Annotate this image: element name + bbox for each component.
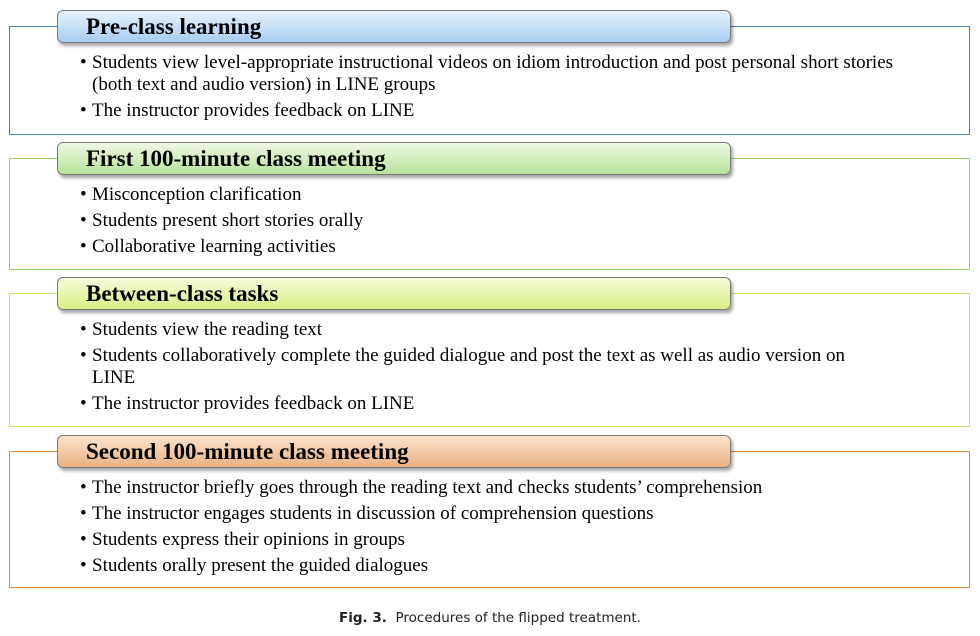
list-item: • The instructor provides feedback on LINE xyxy=(80,393,940,415)
list-item: • Students express their opinions in groups xyxy=(80,529,940,551)
pre-class-header: Pre-class learning xyxy=(57,10,731,43)
list-item: • The instructor engages students in discussion of comprehension questions xyxy=(80,503,940,525)
list-item: • Students view the reading text xyxy=(80,319,940,341)
list-item: • Collaborative learning activities xyxy=(80,236,940,258)
caption-label: Fig. 3. xyxy=(339,610,387,626)
first-meeting-bullets xyxy=(80,184,940,262)
pre-class-bullets xyxy=(80,52,940,126)
list-item: • Students orally present the guided dialogues xyxy=(80,555,940,577)
second-meeting-header: Second 100-minute class meeting xyxy=(57,435,731,468)
list-item: • The instructor briefly goes through the reading text and checks students’ comprehension xyxy=(80,477,940,499)
list-item: • Students present short stories orally xyxy=(80,210,940,232)
list-item: • Students view level-appropriate instructional videos on idiom introduction and post personal short stories (both text and audio version) in LINE groups xyxy=(80,52,940,95)
list-item: • The instructor provides feedback on LINE xyxy=(80,100,940,122)
between-class-bullets xyxy=(80,319,940,419)
second-meeting-bullets xyxy=(80,477,940,581)
caption-text: Procedures of the flipped treatment. xyxy=(395,610,641,626)
figure-caption xyxy=(0,610,980,626)
between-class-header: Between-class tasks xyxy=(57,277,731,310)
list-item: • Students collaboratively complete the guided dialogue and post the text as well as audio version on LINE xyxy=(80,345,940,388)
first-meeting-header: First 100-minute class meeting xyxy=(57,142,731,175)
list-item: • Misconception clarification xyxy=(80,184,940,206)
